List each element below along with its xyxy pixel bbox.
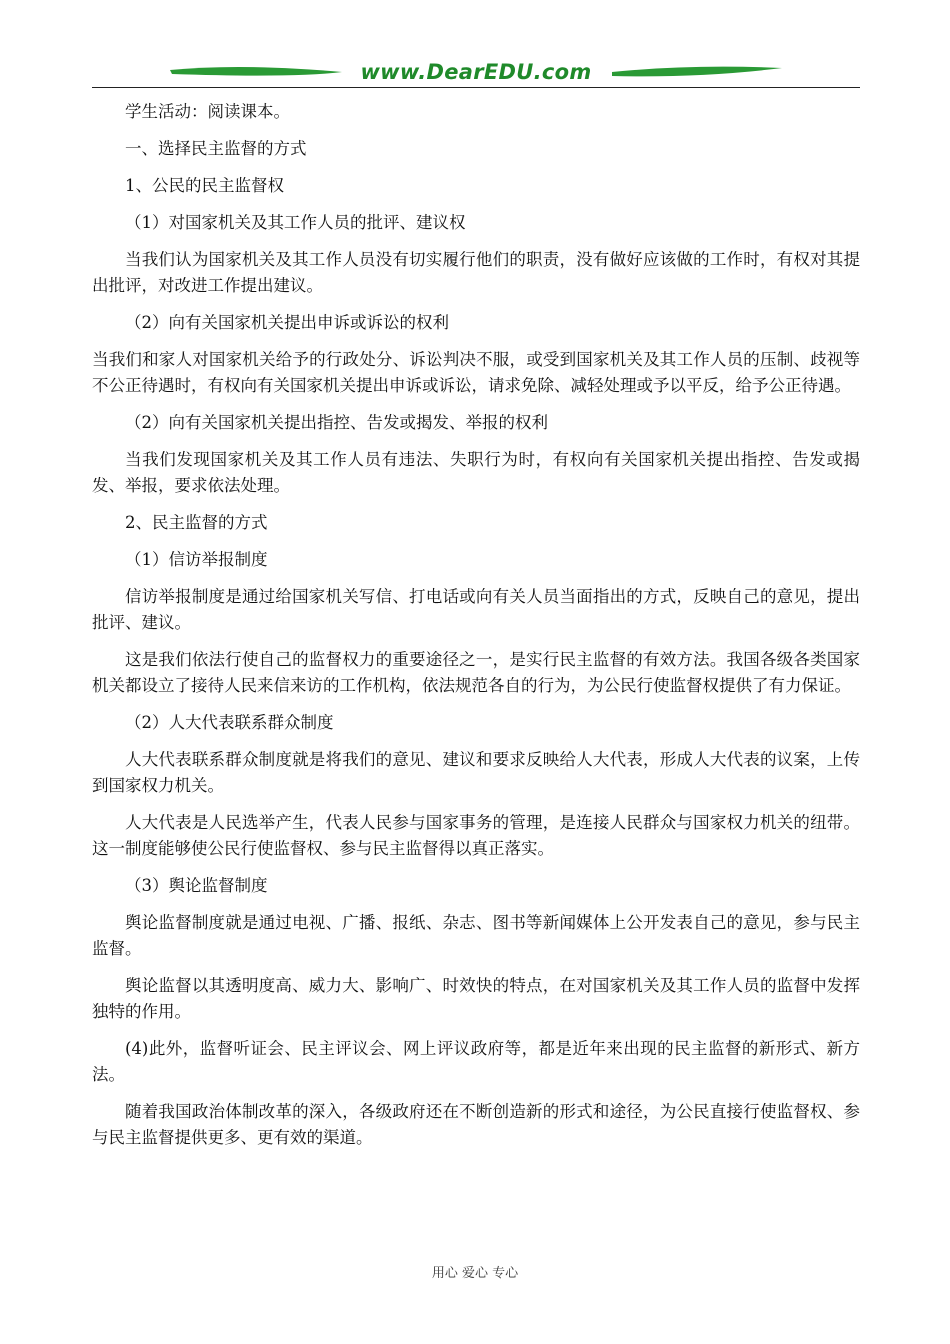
site-logo-text: www.DearEDU.com: [360, 60, 592, 84]
paragraph: 舆论监督以其透明度高、威力大、影响广、时效快的特点，在对国家机关及其工作人员的监督中发挥独特的作用。: [92, 976, 860, 1021]
page-header: [92, 58, 860, 92]
item-heading: （2）向有关国家机关提出指控、告发或揭发、举报的权利: [125, 413, 548, 432]
header-divider: [92, 87, 860, 88]
item-heading: （1）信访举报制度: [125, 550, 268, 569]
paragraph: 信访举报制度是通过给国家机关写信、打电话或向有关人员当面指出的方式，反映自己的意见，提出批评、建议。: [92, 587, 860, 632]
paragraph: 当我们和家人对国家机关给予的行政处分、诉讼判决不服，或受到国家机关及其工作人员的压制、歧视等不公正待遇时，有权向有关国家机关提出申诉或诉讼，请求免除、减轻处理或予以平反，给予公正待遇。: [92, 350, 860, 395]
item-heading: （1）对国家机关及其工作人员的批评、建议权: [125, 213, 466, 232]
item-heading: （2）人大代表联系群众制度: [125, 713, 334, 732]
paragraph: 当我们发现国家机关及其工作人员有违法、失职行为时，有权向有关国家机关提出指控、告发或揭发、举报，要求依法处理。: [92, 450, 860, 495]
item-heading: （2）向有关国家机关提出申诉或诉讼的权利: [125, 313, 449, 332]
section-heading: 一、选择民主监督的方式: [125, 139, 307, 158]
document-body: [92, 96, 860, 1151]
subsection-heading: 1、公民的民主监督权: [125, 176, 284, 195]
page-footer: 用心 爱心 专心: [431, 1266, 519, 1281]
paragraph: 学生活动：阅读课本。: [125, 102, 290, 121]
paragraph: 这是我们依法行使自己的监督权力的重要途径之一，是实行民主监督的有效方法。我国各级各类国家机关都设立了接待人民来信来访的工作机构，依法规范各自的行为，为公民行使监督权提供了有力保证。: [92, 650, 860, 695]
paragraph: 人大代表是人民选举产生，代表人民参与国家事务的管理，是连接人民群众与国家权力机关的纽带。这一制度能够使公民行使监督权、参与民主监督得以真正落实。: [92, 813, 860, 858]
paragraph: 人大代表联系群众制度就是将我们的意见、建议和要求反映给人大代表，形成人大代表的议案，上传到国家权力机关。: [92, 750, 860, 795]
paragraph: 舆论监督制度就是通过电视、广播、报纸、杂志、图书等新闻媒体上公开发表自己的意见，参与民主监督。: [92, 913, 860, 958]
paragraph: 当我们认为国家机关及其工作人员没有切实履行他们的职责，没有做好应该做的工作时，有权对其提出批评，对改进工作提出建议。: [92, 250, 860, 295]
paragraph: (4)此外，监督听证会、民主评议会、网上评议政府等，都是近年来出现的民主监督的新形式、新方法。: [92, 1039, 860, 1084]
paragraph: 随着我国政治体制改革的深入，各级政府还在不断创造新的形式和途径，为公民直接行使监督权、参与民主监督提供更多、更有效的渠道。: [92, 1102, 860, 1147]
item-heading: （3）舆论监督制度: [125, 876, 268, 895]
subsection-heading: 2、民主监督的方式: [125, 513, 268, 532]
